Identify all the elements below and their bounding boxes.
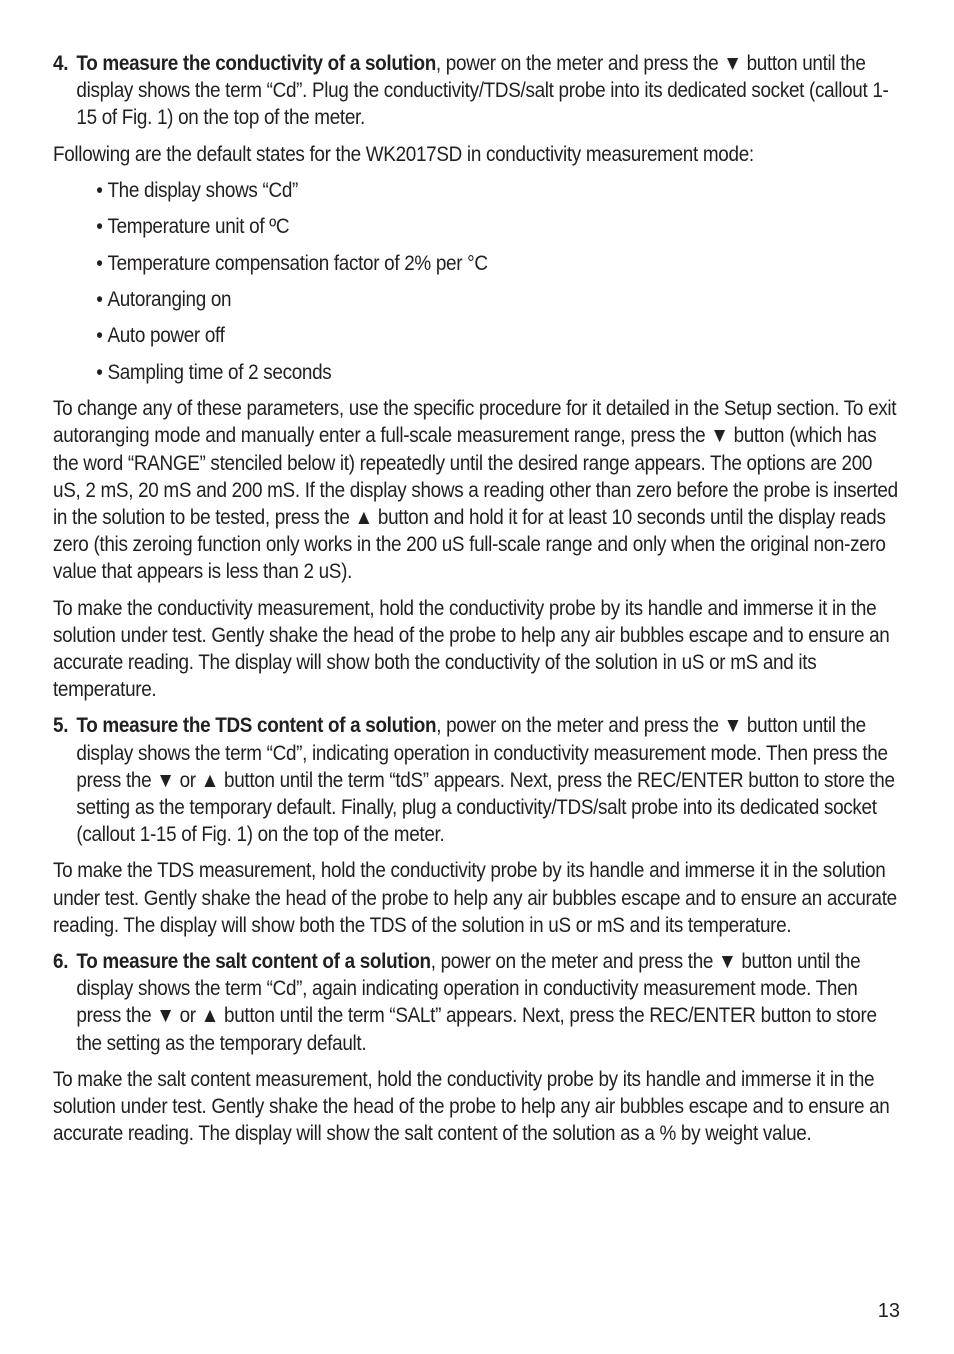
step-6: [53, 948, 903, 1057]
default-state-item: • Temperature compensation factor of 2% per °C: [96, 250, 902, 277]
step-6-heading: To measure the salt content of a solution: [76, 950, 431, 974]
step-4-text: , power on the meter and press the ▼ button until the display shows the term “Cd”. Plug the conductivity/TDS/salt probe into its dedicated socket (callout 1-15 of Fig. 1) on the top of the meter.: [76, 52, 889, 130]
conductivity-measurement-paragraph: To make the conductivity measurement, hold the conductivity probe by its handle and immerse it in the solution under test. Gently shake the head of the probe to help any air bubbles escape and to ensure an accurate reading. The display will show both the conductivity of the solution in uS or mS and its temperature.: [53, 596, 890, 702]
tds-measurement-paragraph: To make the TDS measurement, hold the conductivity probe by its handle and immerse it in the solution under test. Gently shake the head of the probe to help any air bubbles escape and to ensure an accurate reading. The display will show both the TDS of the solution in uS or mS and its temperature.: [53, 859, 897, 937]
step-6-text: , power on the meter and press the ▼ button until the display shows the term “Cd”, again indicating operation in conductivity measurement mode. Then press the ▼ or ▲ button until the term “SALt” appears. Next, press the REC/ENTER button to store the setting as the temporary default.: [76, 950, 877, 1055]
step-5: [53, 712, 903, 848]
step-5-heading: To measure the TDS content of a solution: [76, 714, 437, 738]
step-6-number: 6.: [53, 950, 69, 974]
step-4: [53, 50, 903, 132]
default-state-item: • Autoranging on: [96, 286, 902, 313]
default-state-item: • Temperature unit of ºC: [96, 213, 902, 240]
defaults-intro: Following are the default states for the WK2017SD in conductivity measurement mode:: [53, 142, 754, 166]
step-4-heading: To measure the conductivity of a solution: [76, 52, 436, 75]
manual-page-body: [53, 50, 903, 1156]
default-state-item: • Auto power off: [96, 322, 902, 349]
change-parameters-paragraph: To change any of these parameters, use the specific procedure for it detailed in the Setup section. To exit autoranging mode and manually enter a full-scale measurement range, press the ▼ button (which has the word “RANGE” stenciled below it) repeatedly until the desired range appears. The options are 200 uS, 2 mS, 20 mS and 200 mS. If the display shows a reading other than zero before the probe is inserted in the solution to be tested, press the ▲ button and hold it for at least 10 seconds until the display reads zero (this zeroing function only works in the 200 uS full-scale range and only when the original non-zero value that appears is less than 2 uS).: [53, 397, 898, 584]
step-4-number: 4.: [53, 52, 69, 75]
page-number: 13: [877, 1300, 900, 1322]
default-state-item: • Sampling time of 2 seconds: [96, 359, 902, 386]
default-state-item: • The display shows “Cd”: [96, 177, 902, 204]
salt-measurement-paragraph: To make the salt content measurement, hold the conductivity probe by its handle and immerse it in the solution under test. Gently shake the head of the probe to help any air bubbles escape and to ensure an accurate reading. The display will show the salt content of the solution as a % by weight value.: [53, 1067, 890, 1146]
step-5-text: , power on the meter and press the ▼ button until the display shows the term “Cd”, indicating operation in conductivity measurement mode. Then press the press the ▼ or ▲ button until the term “tdS” appears. Next, press the REC/ENTER button to store the setting as the temporary default. Finally, plug a conductivity/TDS/salt probe into its dedicated socket (callout 1-15 of Fig. 1) on the top of the meter.: [76, 714, 895, 847]
default-states-list: [53, 177, 903, 386]
step-5-number: 5.: [53, 714, 69, 738]
